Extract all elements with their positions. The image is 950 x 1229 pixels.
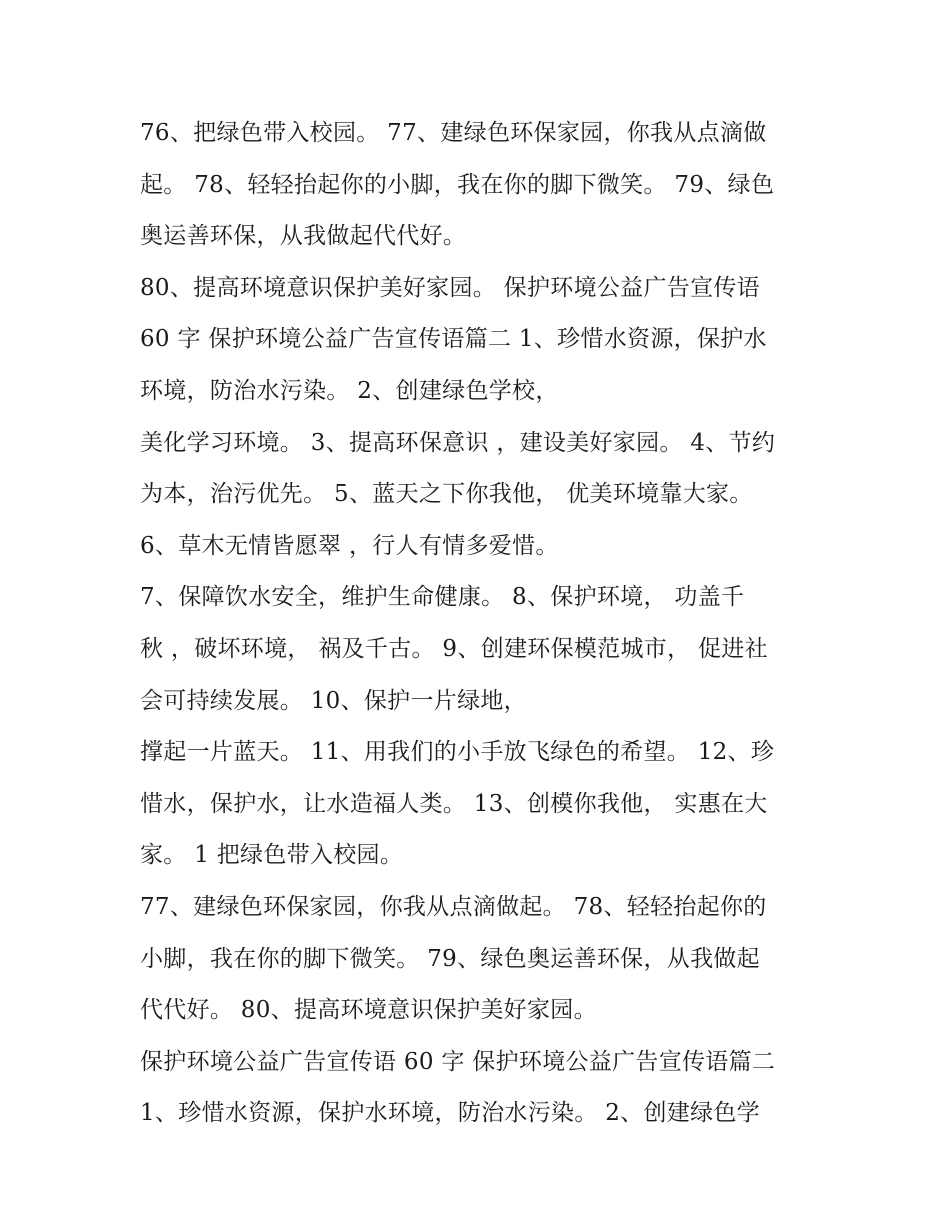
- text-line: 60 字 保护环境公益广告宣传语篇二 1、珍惜水资源，保护水: [140, 326, 767, 353]
- text-line: 美化学习环境。 3、提高环保意识 ，建设美好家园。 4、节约: [140, 429, 776, 456]
- text-line: 为本，治污优先。 5、蓝天之下你我他， 优美环境靠大家。: [140, 481, 753, 508]
- text-line: 保护环境公益广告宣传语 60 字 保护环境公益广告宣传语篇二: [140, 1048, 776, 1075]
- text-line: 1、珍惜水资源，保护水环境，防治水污染。 2、创建绿色学: [140, 1100, 760, 1127]
- text-line: 6、草木无情皆愿翠 ，行人有情多爱惜。: [140, 532, 559, 559]
- text-line: 76、把绿色带入校园。 77、建绿色环保家园，你我从点滴做: [140, 120, 767, 146]
- text-line: 会可持续发展。 10、保护一片绿地，: [140, 687, 527, 714]
- text-line: 7、保障饮水安全，维护生命健康。 8、保护环境， 功盖千: [140, 584, 745, 611]
- text-line: 代代好。 80、提高环境意识保护美好家园。: [140, 997, 597, 1024]
- document-page: [140, 108, 820, 1140]
- text-line: 环境，防治水污染。 2、创建绿色学校，: [140, 377, 559, 404]
- text-line: 奥运善环保，从我做起代代好。: [140, 223, 467, 250]
- text-line: 80、提高环境意识保护美好家园。 保护环境公益广告宣传语: [140, 274, 760, 301]
- text-line: 小脚，我在你的脚下微笑。 79、绿色奥运善环保，从我做起: [140, 945, 760, 972]
- text-line: 起。 78、轻轻抬起你的小脚，我在你的脚下微笑。 79、绿色: [140, 171, 775, 198]
- text-line: 惜水，保护水，让水造福人类。 13、创模你我他， 实惠在大: [140, 790, 768, 817]
- text-line: 撑起一片蓝天。 11、用我们的小手放飞绿色的希望。 12、珍: [140, 739, 775, 766]
- text-line: 77、建绿色环保家园，你我从点滴做起。 78、轻轻抬起你的: [140, 893, 767, 920]
- text-line: 家。 1 把绿色带入校园。: [140, 842, 404, 869]
- text-line: 秋 ，破坏环境， 祸及千古。 9、创建环保模范城市， 促进社: [140, 635, 768, 662]
